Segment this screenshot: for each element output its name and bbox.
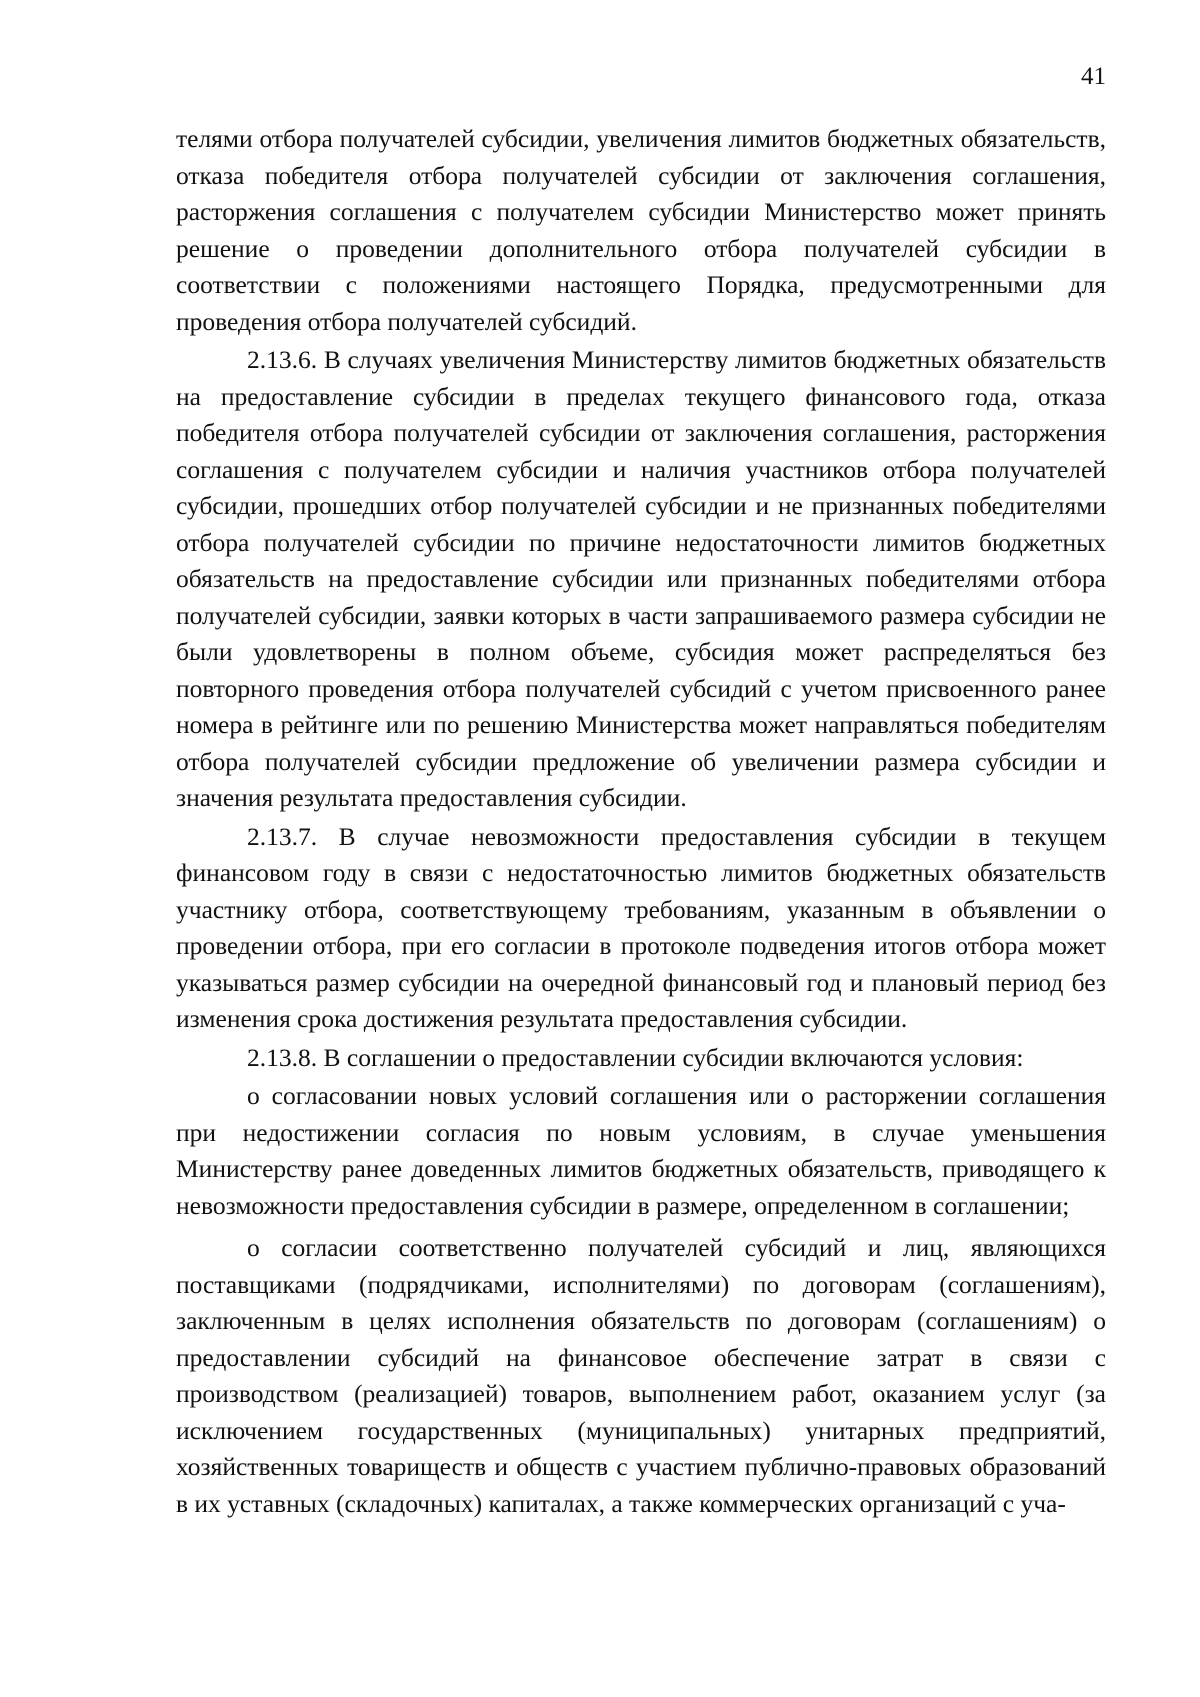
document-body [176,121,1106,1524]
paragraph-2-13-8: 2.13.8. В соглашении о предоставлении субсидии включаются условия: [247,1042,1024,1072]
condition-consent: о согласии соответственно получателей субсидий и лиц, являющихся поставщиками (подрядчиками, исполнителями) по договорам (соглашениям), заключенным в целях исполнения обязательств по договорам (соглашениям) о предоставлении субсидий на финансовое обеспечение затрат в связи с производством (реализацией) товаров, выполнением работ, оказанием услуг (за исключением государственных (муниципальных) унитарных предприятий, хозяйственных товариществ и обществ с участием публично-правовых образований в их уставных (складочных) капиталах, а также коммерческих организаций с уча- [176,1233,1106,1518]
paragraph-2-13-6: 2.13.6. В случаях увеличения Министерству лимитов бюджетных обязательств на предоставление субсидии в пределах текущего финансового года, отказа победителя отбора получателей субсидии от заключения соглашения, расторжения соглашения с получателем субсидии и наличия участников отбора получателей субсидии, прошедших отбор получателей субсидии и не признанных победителями отбора получателей субсидии по причине недостаточности лимитов бюджетных обязательств на предоставление субсидии или признанных победителями отбора получателей субсидии, заявки которых в части запрашиваемого размера субсидии не были удовлетворены в полном объеме, субсидия может распределяться без повторного проведения отбора получателей субсидий с учетом присвоенного ранее номера в рейтинге или по решению Министерства может направляться победителям отбора получателей субсидии предложение об увеличении размера субсидии и значения результата предоставления субсидии. [176,345,1106,812]
paragraph-2-13-7: 2.13.7. В случае невозможности предоставления субсидии в текущем финансовом году в связи с недостаточностью лимитов бюджетных обязательств участнику отбора, соответствующему требованиям, указанным в объявлении о проведении отбора, при его согласии в протоколе подведения итогов отбора может указываться размер субсидии на очередной финансовый год и плановый период без изменения срока достижения результата предоставления субсидии. [176,821,1106,1033]
page-number: 41 [1081,63,1106,90]
paragraph-continuation: телями отбора получателей субсидии, увеличения лимитов бюджетных обязательств, отказа победителя отбора получателей субсидии от заключения соглашения, расторжения соглашения с получателем субсидии Министерство может принять решение о проведении дополнительного отбора получателей субсидии в соответствии с положениями настоящего Порядка, предусмотренными для проведения отбора получателей субсидий. [176,124,1106,336]
condition-renegotiation: о согласовании новых условий соглашения или о расторжении соглашения при недостижении согласия по новым условиям, в случае уменьшения Министерству ранее доведенных лимитов бюджетных обязательств, приводящего к невозможности предоставления субсидии в размере, определенном в соглашении; [176,1081,1106,1220]
